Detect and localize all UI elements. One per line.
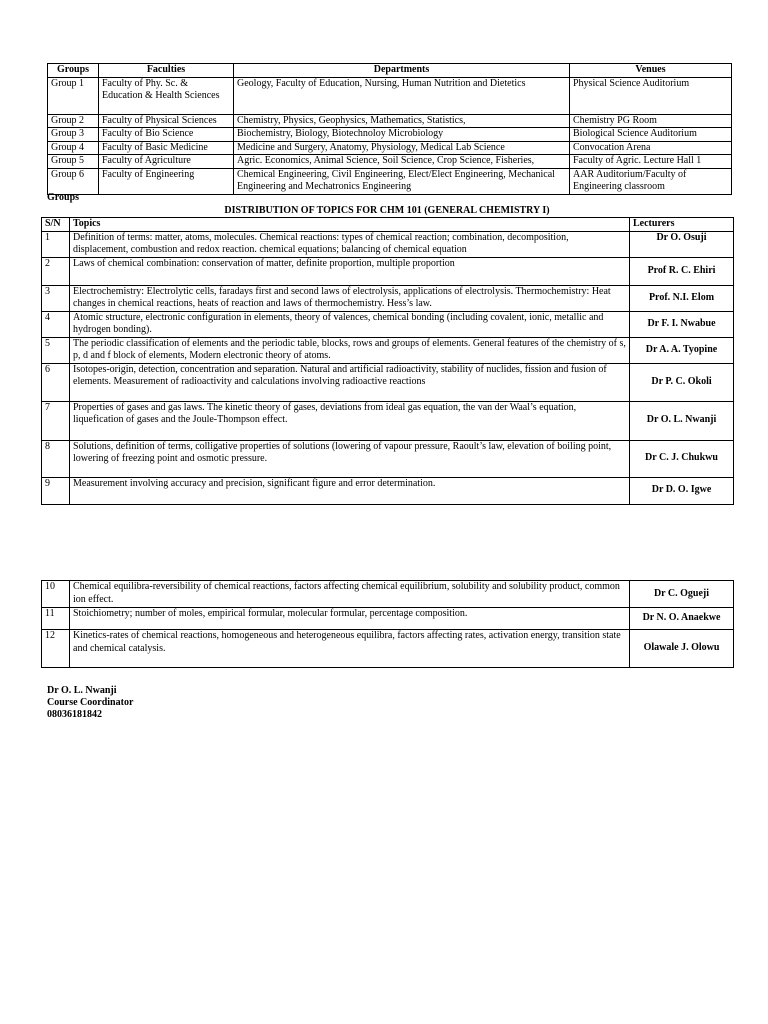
sn-cell: 4 <box>42 311 70 337</box>
coordinator-phone: 08036181842 <box>47 709 102 720</box>
groups-caption: Groups <box>47 192 80 203</box>
venue-cell: AAR Auditorium/Faculty of Engineering classroom <box>570 168 732 194</box>
topic-cell: The periodic classification of elements and the periodic table, blocks, rows and groups of elements. General features of the chemistry of s, p, d and f block of elements, Modern electronic theory of atoms. <box>70 337 630 363</box>
topics-table <box>41 217 734 505</box>
signature-block <box>47 685 133 721</box>
sn-cell: 12 <box>42 630 70 668</box>
table-row <box>42 231 734 257</box>
venue-cell: Faculty of Agric. Lecture Hall 1 <box>570 155 732 169</box>
group-cell: Group 6 <box>48 168 99 194</box>
topic-cell: Atomic structure, electronic configuration in elements, theory of valences, chemical bonding (including covalent, ionic, metallic and hydrogen bonding). <box>70 311 630 337</box>
faculty-cell: Faculty of Physical Sciences <box>99 114 234 128</box>
group-cell: Group 1 <box>48 77 99 114</box>
departments-cell: Agric. Economics, Animal Science, Soil Science, Crop Science, Fisheries, <box>234 155 570 169</box>
topic-cell: Laws of chemical combination: conservation of matter, definite proportion, multiple proportion <box>70 257 630 285</box>
group-cell: Group 4 <box>48 141 99 155</box>
table-row <box>42 630 734 668</box>
venue-cell: Biological Science Auditorium <box>570 128 732 142</box>
table-row <box>42 608 734 630</box>
table-row <box>48 141 732 155</box>
lecturer-cell: Prof. N.I. Elom <box>630 285 734 311</box>
groups-table <box>47 63 732 195</box>
table-row <box>48 128 732 142</box>
sn-cell: 3 <box>42 285 70 311</box>
table-row <box>48 168 732 194</box>
coordinator-title: Course Coordinator <box>47 697 134 708</box>
departments-cell: Biochemistry, Biology, Biotechnoloy Microbiology <box>234 128 570 142</box>
header-departments: Departments <box>234 64 570 78</box>
sn-cell: 9 <box>42 477 70 504</box>
sn-cell: 6 <box>42 363 70 401</box>
faculty-cell: Faculty of Basic Medicine <box>99 141 234 155</box>
sn-cell: 7 <box>42 401 70 440</box>
group-cell: Group 5 <box>48 155 99 169</box>
page-title: DISTRIBUTION OF TOPICS FOR CHM 101 (GENERAL CHEMISTRY I) <box>224 205 550 216</box>
table-row <box>48 77 732 114</box>
sn-cell: 11 <box>42 608 70 630</box>
table-row <box>42 337 734 363</box>
venue-cell: Physical Science Auditorium <box>570 77 732 114</box>
venue-cell: Chemistry PG Room <box>570 114 732 128</box>
topic-cell: Stoichiometry; number of moles, empirical formular, molecular formular, percentage composition. <box>70 608 630 630</box>
header-topics: Topics <box>70 218 630 232</box>
header-faculties: Faculties <box>99 64 234 78</box>
table-row <box>42 363 734 401</box>
topic-cell: Definition of terms: matter, atoms, molecules. Chemical reactions: types of chemical reaction; combination, decomposition, displacement, combustion and redox reaction. chemical equations; balancing of chemical equation <box>70 231 630 257</box>
sn-cell: 10 <box>42 581 70 608</box>
lecturer-cell: Prof R. C. Ehiri <box>630 257 734 285</box>
table-row <box>42 257 734 285</box>
sn-cell: 8 <box>42 440 70 477</box>
sn-cell: 2 <box>42 257 70 285</box>
table-row <box>42 311 734 337</box>
header-lecturers: Lecturers <box>630 218 734 232</box>
sn-cell: 1 <box>42 231 70 257</box>
lecturer-cell: Dr N. O. Anaekwe <box>630 608 734 630</box>
departments-cell: Medicine and Surgery, Anatomy, Physiology, Medical Lab Science <box>234 141 570 155</box>
lecturer-cell: Dr O. Osuji <box>630 231 734 257</box>
lecturer-cell: Dr A. A. Tyopine <box>630 337 734 363</box>
table-row <box>42 401 734 440</box>
faculty-cell: Faculty of Engineering <box>99 168 234 194</box>
faculty-cell: Faculty of Agriculture <box>99 155 234 169</box>
venue-cell: Convocation Arena <box>570 141 732 155</box>
topic-cell: Electrochemistry: Electrolytic cells, faradays first and second laws of electrolysis, applications of electrolysis. Thermochemistry: Heat changes in chemical reactions, heats of reaction and laws of thermochemistry. Hess’s law. <box>70 285 630 311</box>
group-cell: Group 3 <box>48 128 99 142</box>
departments-cell: Chemical Engineering, Civil Engineering, Elect/Elect Engineering, Mechanical Engineering and Mechatronics Engineering <box>234 168 570 194</box>
departments-cell: Geology, Faculty of Education, Nursing, Human Nutrition and Dietetics <box>234 77 570 114</box>
lecturer-cell: Dr C. Ogueji <box>630 581 734 608</box>
lecturer-cell: Dr D. O. Igwe <box>630 477 734 504</box>
table-row <box>42 477 734 504</box>
coordinator-name: Dr O. L. Nwanji <box>47 685 117 696</box>
lecturer-cell: Dr C. J. Chukwu <box>630 440 734 477</box>
topic-cell: Isotopes-origin, detection, concentration and separation. Natural and artificial radioactivity, stability of nuclides, fission and fusion of elements. Measurement of radioactivity and calculations involving radioactive reactions <box>70 363 630 401</box>
lecturer-cell: Dr F. I. Nwabue <box>630 311 734 337</box>
topic-cell: Solutions, definition of terms, colligative properties of solutions (lowering of vapour pressure, Raoult’s law, elevation of boiling point, lowering of freezing point and osmotic pressure. <box>70 440 630 477</box>
topic-cell: Kinetics-rates of chemical reactions, homogeneous and heterogeneous equilibra, factors affecting rates, activation energy, transition state and chemical catalysis. <box>70 630 630 668</box>
table-row <box>42 285 734 311</box>
lecturer-cell: Olawale J. Olowu <box>630 630 734 668</box>
topics-table-continued <box>41 580 734 668</box>
table-row <box>48 155 732 169</box>
header-groups: Groups <box>48 64 99 78</box>
topic-cell: Measurement involving accuracy and precision, significant figure and error determination. <box>70 477 630 504</box>
lecturer-cell: Dr P. C. Okoli <box>630 363 734 401</box>
table-row <box>42 581 734 608</box>
header-sn: S/N <box>42 218 70 232</box>
table-row <box>42 440 734 477</box>
groups-header-row <box>48 64 732 78</box>
departments-cell: Chemistry, Physics, Geophysics, Mathematics, Statistics, <box>234 114 570 128</box>
topics-header-row <box>42 218 734 232</box>
topic-cell: Properties of gases and gas laws. The kinetic theory of gases, deviations from ideal gas equation, the van der Waal’s equation, liquefication of gases and the Joule-Thompson effect. <box>70 401 630 440</box>
lecturer-cell: Dr O. L. Nwanji <box>630 401 734 440</box>
sn-cell: 5 <box>42 337 70 363</box>
group-cell: Group 2 <box>48 114 99 128</box>
faculty-cell: Faculty of Bio Science <box>99 128 234 142</box>
header-venues: Venues <box>570 64 732 78</box>
table-row <box>48 114 732 128</box>
topic-cell: Chemical equilibra-reversibility of chemical reactions, factors affecting chemical equilibrium, solubility and solubility product, common ion effect. <box>70 581 630 608</box>
faculty-cell: Faculty of Phy. Sc. & Education & Health Sciences <box>99 77 234 114</box>
